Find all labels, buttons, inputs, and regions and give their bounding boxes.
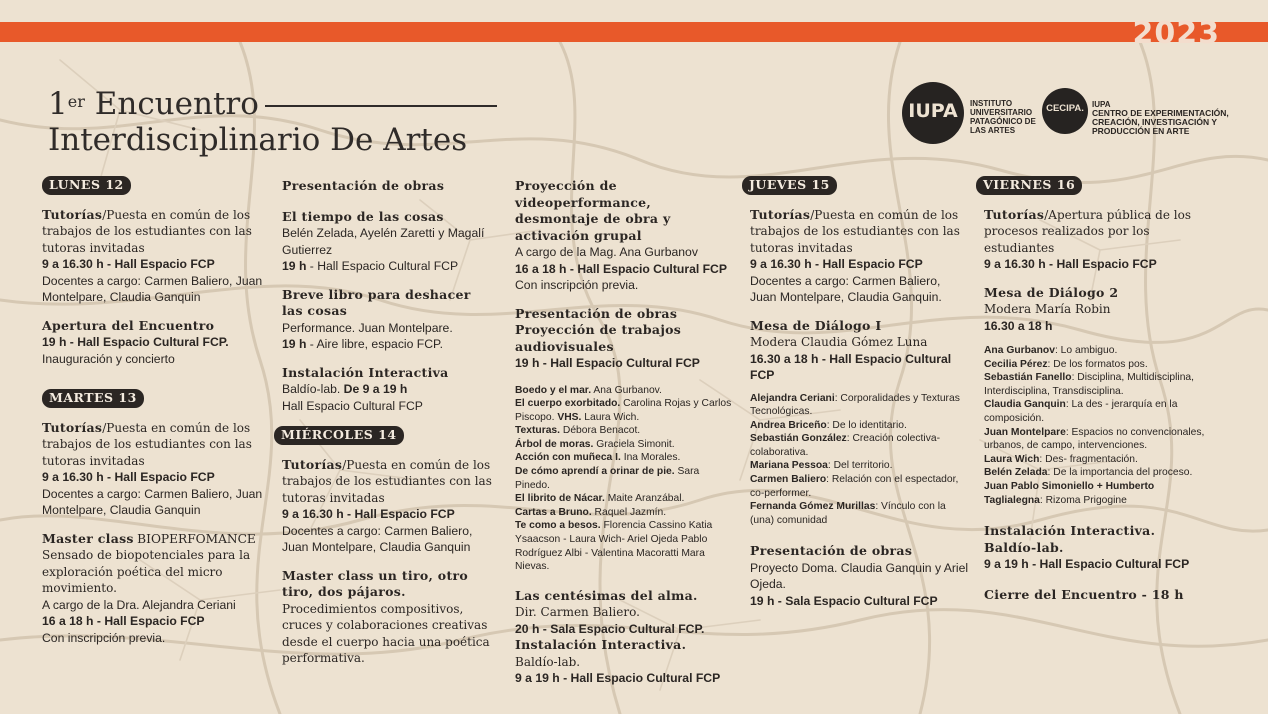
presentacion-heading: Presentación de obras: [750, 543, 913, 559]
obra-place: - Aire libre, espacio FCP.: [306, 337, 443, 351]
speaker-topic: : Creación colectiva-colaborativa.: [750, 433, 940, 458]
mesa-2-speakers: [976, 344, 1212, 507]
work-author: Laura Wich.: [581, 411, 640, 423]
speaker-name: Belén Zelada: [984, 467, 1048, 479]
cierre-heading: Cierre del Encuentro - 18 h: [984, 586, 1184, 602]
work-title: Árbol de moras.: [515, 438, 594, 450]
obra-authors: Belén Zelada, Ayelén Zaretti y Magalí Gutierrez: [282, 226, 485, 257]
presentacion-heading: Presentación de obras: [282, 178, 445, 193]
speaker-name: Carmen Baliero: [750, 474, 827, 486]
speaker-name: Ana Gurbanov: [984, 345, 1055, 356]
mesa-dialogo-2: [976, 285, 1212, 335]
tutorias-heading: Tutorías: [750, 206, 811, 222]
work-title: El librito de Nácar.: [515, 493, 605, 505]
centesimas-director: Dir. Carmen Baliero.: [515, 605, 640, 620]
speaker-topic: : Rizoma Prigogine: [1039, 494, 1127, 506]
work-author: Ana Gurbanov.: [591, 384, 662, 396]
instalacion-time: De 9 a 19 h: [343, 382, 408, 396]
speaker-topic: : Espacios no convencionales, urbanos, de campo, intervenciones.: [984, 426, 1205, 452]
speaker-topic: : La des - jerarquía en la composición.: [984, 399, 1178, 424]
viernes-instalacion: [976, 523, 1212, 573]
tutorias-text: /Puesta en común de los trabajos de los estudiantes con las tutoras invitadas: [42, 207, 252, 255]
instalacion-heading: Instalación Interactiva: [282, 364, 449, 380]
speaker-name: Sebastián Fanello: [984, 372, 1072, 384]
presentacion-heading: Presentación de obras Proyección de trabajos audiovisuales: [515, 305, 682, 354]
tutorias-text: /Apertura pública de los procesos realizados por los estudiantes: [984, 207, 1191, 255]
work-author: Carolina Rojas y Carlos Piscopo.: [515, 398, 732, 423]
work-title: El cuerpo exorbitado.: [515, 398, 621, 410]
speaker-topic: : De los formatos pos.: [1047, 358, 1148, 370]
centesimas-heading: Las centésimas del alma.: [515, 587, 698, 603]
tutorias-text: /Puesta en común de los trabajos de los estudiantes con las tutoras invitadas: [42, 420, 252, 468]
speaker-name: Juan Pablo Simoniello + Humberto Taglialegna: [984, 480, 1155, 506]
martes-master-class: [42, 531, 268, 647]
jueves-tutorias: [742, 207, 970, 306]
tutorias-docentes: Docentes a cargo: Carmen Baliero, Juan Montelpare, Claudia Ganquin: [282, 523, 473, 554]
centesimas-time: 20 h - Sala Espacio Cultural FCP.: [515, 621, 705, 636]
column-3: [515, 178, 737, 699]
work-author: Raquel Jazmín.: [591, 506, 667, 518]
title-number: 1: [48, 86, 68, 122]
instalacion-text: Baldío-lab.: [282, 382, 344, 396]
tutorias-text: /Puesta en común de los trabajos de los estudiantes con las tutoras invitadas: [282, 457, 492, 505]
apertura-heading: Apertura del Encuentro: [42, 317, 215, 333]
presentacion-audiovisual: [515, 306, 737, 372]
obra-text: Performance. Juan Montelpare.: [282, 320, 453, 335]
instalacion-text: Baldío-lab.: [515, 654, 581, 669]
mesa-time: 16.30 a 18 h - Hall Espacio Cultural FCP: [750, 351, 952, 382]
work-author: Florencia Cassino Katia Ysaacson - Laura Wich- Ariel Ojeda Pablo Rodríguez Albi - Valentina Macoratti Mara Nievas.: [515, 520, 713, 573]
martes-tutorias: [42, 420, 268, 519]
tutorias-docentes: Docentes a cargo: Carmen Baliero, Juan Montelpare, Claudia Ganquin: [42, 486, 263, 517]
mesa-dialogo-1: [742, 318, 970, 384]
obra-title: El tiempo de las cosas: [282, 208, 444, 224]
tutorias-heading: Tutorías: [42, 206, 103, 222]
lunes-tutorias: [42, 207, 268, 306]
tutorias-time: 9 a 16.30 h - Hall Espacio FCP: [282, 507, 455, 521]
day-badge-martes: MARTES 13: [42, 389, 144, 408]
speaker-name: Laura Wich: [984, 453, 1040, 465]
master-class-heading: Master class un tiro, otro tiro, dos pájaros.: [282, 567, 469, 599]
master-class-text: Sensado de biopotenciales para la exploración poética del micro movimiento.: [42, 548, 251, 595]
column-2: [282, 178, 494, 679]
iupa-name: INSTITUTO UNIVERSITARIO PATAGÓNICO DE LAS ARTES: [970, 99, 1036, 135]
presentacion-text: Proyecto Doma. Claudia Ganquin y Ariel Ojeda.: [750, 560, 969, 592]
instalacion-time: 9 a 19 h - Hall Espacio Cultural FCP: [515, 671, 721, 686]
cierre-block: [976, 587, 1212, 604]
work-author: Graciela Simonit.: [593, 438, 675, 450]
speaker-topic: : De lo identitario.: [826, 419, 907, 431]
instalacion-time: 9 a 19 h - Hall Espacio Cultural FCP: [984, 557, 1190, 572]
master-class-subheading: BIOPERFOMANCE: [137, 531, 256, 546]
tutorias-heading: Tutorías: [42, 419, 103, 435]
breve-libro: [282, 287, 494, 353]
tutorias-docentes: Docentes a cargo: Carmen Baliero, Juan Montelpare, Claudia Ganquin: [42, 273, 263, 304]
speaker-topic: : Des- fragmentación.: [1039, 453, 1138, 465]
year-label: 2023: [1132, 16, 1220, 51]
master-class-docente: A cargo de la Dra. Alejandra Ceriani: [42, 597, 236, 612]
top-accent-bar: [0, 22, 1268, 42]
proyeccion-block: [515, 178, 737, 294]
column-4: [742, 176, 970, 621]
tutorias-heading: Tutorías: [282, 456, 343, 472]
work-title: Acción con muñeca I.: [515, 452, 621, 464]
speaker-name: Alejandra Ceriani: [750, 392, 835, 404]
jueves-presentacion: [742, 543, 970, 609]
proyeccion-time: 16 a 18 h - Hall Espacio Cultural FCP: [515, 261, 727, 276]
apertura-time: 19 h - Hall Espacio Cultural FCP.: [42, 335, 229, 349]
mesa-heading: Mesa de Diálogo 2: [984, 284, 1119, 300]
mesa-1-speakers: [742, 392, 970, 528]
instalacion-heading: Instalación Interactiva. Baldío-lab.: [984, 523, 1156, 555]
work-title: Texturas.: [515, 425, 561, 437]
speaker-topic: : Disciplina, Multidisciplina, Interdisciplina, Transdisciplina.: [984, 372, 1195, 397]
obra-time: 19 h: [282, 259, 307, 273]
tutorias-time: 9 a 16.30 h - Hall Espacio FCP: [984, 257, 1157, 271]
tutorias-text: /Puesta en común de los trabajos de los estudiantes con las tutoras invitadas: [750, 207, 960, 255]
tutorias-docentes: Docentes a cargo: Carmen Baliero, Juan Montelpare, Claudia Ganquin.: [750, 273, 942, 304]
title-rule: [265, 105, 497, 107]
cecipa-prefix: IUPA: [1092, 100, 1111, 109]
mesa-moderator: Modera María Robin: [984, 302, 1111, 316]
mesa-moderator: Modera Claudia Gómez Luna: [750, 335, 928, 349]
presentacion-time: 19 h - Sala Espacio Cultural FCP: [750, 593, 938, 608]
speaker-topic: : Vínculo con la (una) comunidad: [750, 501, 946, 526]
instalacion-heading: Instalación Interactiva.: [515, 637, 687, 653]
mesa-time: 16.30 a 18 h: [984, 318, 1053, 333]
work-title: De cómo aprendí a orinar de pie.: [515, 466, 675, 478]
presentacion-heading-block: [282, 178, 494, 195]
work-author: Ina Morales.: [620, 452, 681, 464]
speaker-name: Claudia Ganquin: [984, 399, 1066, 411]
title-line2: Interdisciplinario De Artes: [48, 122, 468, 158]
speaker-topic: : De la importancia del proceso.: [1047, 467, 1193, 479]
proyeccion-note: Con inscripción previa.: [515, 278, 639, 292]
day-badge-jueves: JUEVES 15: [742, 176, 837, 195]
speaker-topic: : Del territorio.: [827, 460, 893, 472]
cecipa-full-name: CENTRO DE EXPERIMENTACIÓN, CREACIÓN, INVESTIGACIÓN Y PRODUCCIÓN EN ARTE: [1092, 108, 1229, 136]
master-class-note: Con inscripción previa.: [42, 630, 166, 645]
work-title: VHS.: [557, 411, 582, 423]
speaker-name: Fernanda Gómez Murillas: [750, 501, 876, 513]
master-class-time: 16 a 18 h - Hall Espacio FCP: [42, 614, 205, 628]
presentacion-time: 19 h - Hall Espacio Cultural FCP: [515, 356, 700, 370]
tutorias-heading: Tutorías: [984, 206, 1045, 222]
instalacion-place: Hall Espacio Cultural FCP: [282, 398, 423, 413]
proyeccion-docente: A cargo de la Mag. Ana Gurbanov: [515, 245, 698, 259]
cecipa-name: [1092, 100, 1242, 136]
tutorias-time: 9 a 16.30 h - Hall Espacio FCP: [750, 257, 923, 271]
cecipa-logo: [1042, 88, 1088, 134]
work-author: Débora Benacot.: [560, 425, 641, 437]
obra-time: 19 h: [282, 337, 307, 351]
master-class-text: Procedimientos compositivos, cruces y colaboraciones creativas desde el cuerpo hacia una poética performativa.: [282, 601, 490, 665]
column-1: [42, 176, 268, 658]
work-title: Boedo y el mar.: [515, 384, 592, 396]
event-title: [48, 86, 497, 158]
day-badge-miercoles: MIÉRCOLES 14: [274, 426, 404, 445]
obra-title: Breve libro para deshacer las cosas: [282, 286, 471, 318]
mesa-heading: Mesa de Diálogo I: [750, 317, 882, 333]
works-list: [515, 384, 737, 574]
work-author: Sara Pinedo.: [515, 466, 700, 491]
viernes-tutorias: [976, 207, 1212, 273]
speaker-topic: : Corporalidades y Texturas Tecnológicas.: [750, 392, 960, 418]
title-superscript: er: [67, 92, 85, 111]
day-badge-lunes: LUNES 12: [42, 176, 131, 195]
tiempo-de-las-cosas: [282, 209, 494, 275]
speaker-name: Sebastián González: [750, 433, 847, 445]
speaker-name: Cecilia Pérez: [984, 358, 1048, 370]
day-badge-viernes: VIERNES 16: [976, 176, 1082, 195]
speaker-name: Juan Montelpare: [984, 426, 1066, 438]
miercoles-tutorias: [282, 457, 494, 556]
title-line1: Encuentro: [94, 86, 259, 122]
instalacion-interactiva: [282, 365, 494, 415]
cecipa-mark: CECIPA.: [1046, 103, 1084, 114]
work-author: Maite Aranzábal.: [604, 493, 685, 505]
speaker-topic: : Lo ambiguo.: [1054, 345, 1118, 356]
speaker-name: Mariana Pessoa: [750, 460, 828, 472]
tutorias-time: 9 a 16.30 h - Hall Espacio FCP: [42, 470, 215, 484]
iupa-logo: [902, 82, 964, 144]
work-title: Cartas a Bruno.: [515, 506, 592, 518]
speaker-name: Andrea Briceño: [750, 419, 827, 431]
lunes-apertura: [42, 318, 268, 368]
speaker-topic: : Relación con el espectador, co-performer.: [750, 474, 959, 499]
work-title: Te como a besos.: [515, 520, 601, 532]
column-5: [976, 176, 1212, 615]
tutorias-time: 9 a 16.30 h - Hall Espacio FCP: [42, 257, 215, 271]
miercoles-master-class: [282, 568, 494, 667]
master-class-heading: Master class: [42, 530, 134, 546]
obra-place: - Hall Espacio Cultural FCP: [306, 259, 459, 273]
centesimas-block: [515, 588, 737, 687]
iupa-mark: IUPA: [908, 100, 958, 122]
proyeccion-heading: Proyección de videoperformance, desmontaje de obra y activación grupal: [515, 178, 671, 243]
apertura-text: Inauguración y concierto: [42, 351, 175, 366]
